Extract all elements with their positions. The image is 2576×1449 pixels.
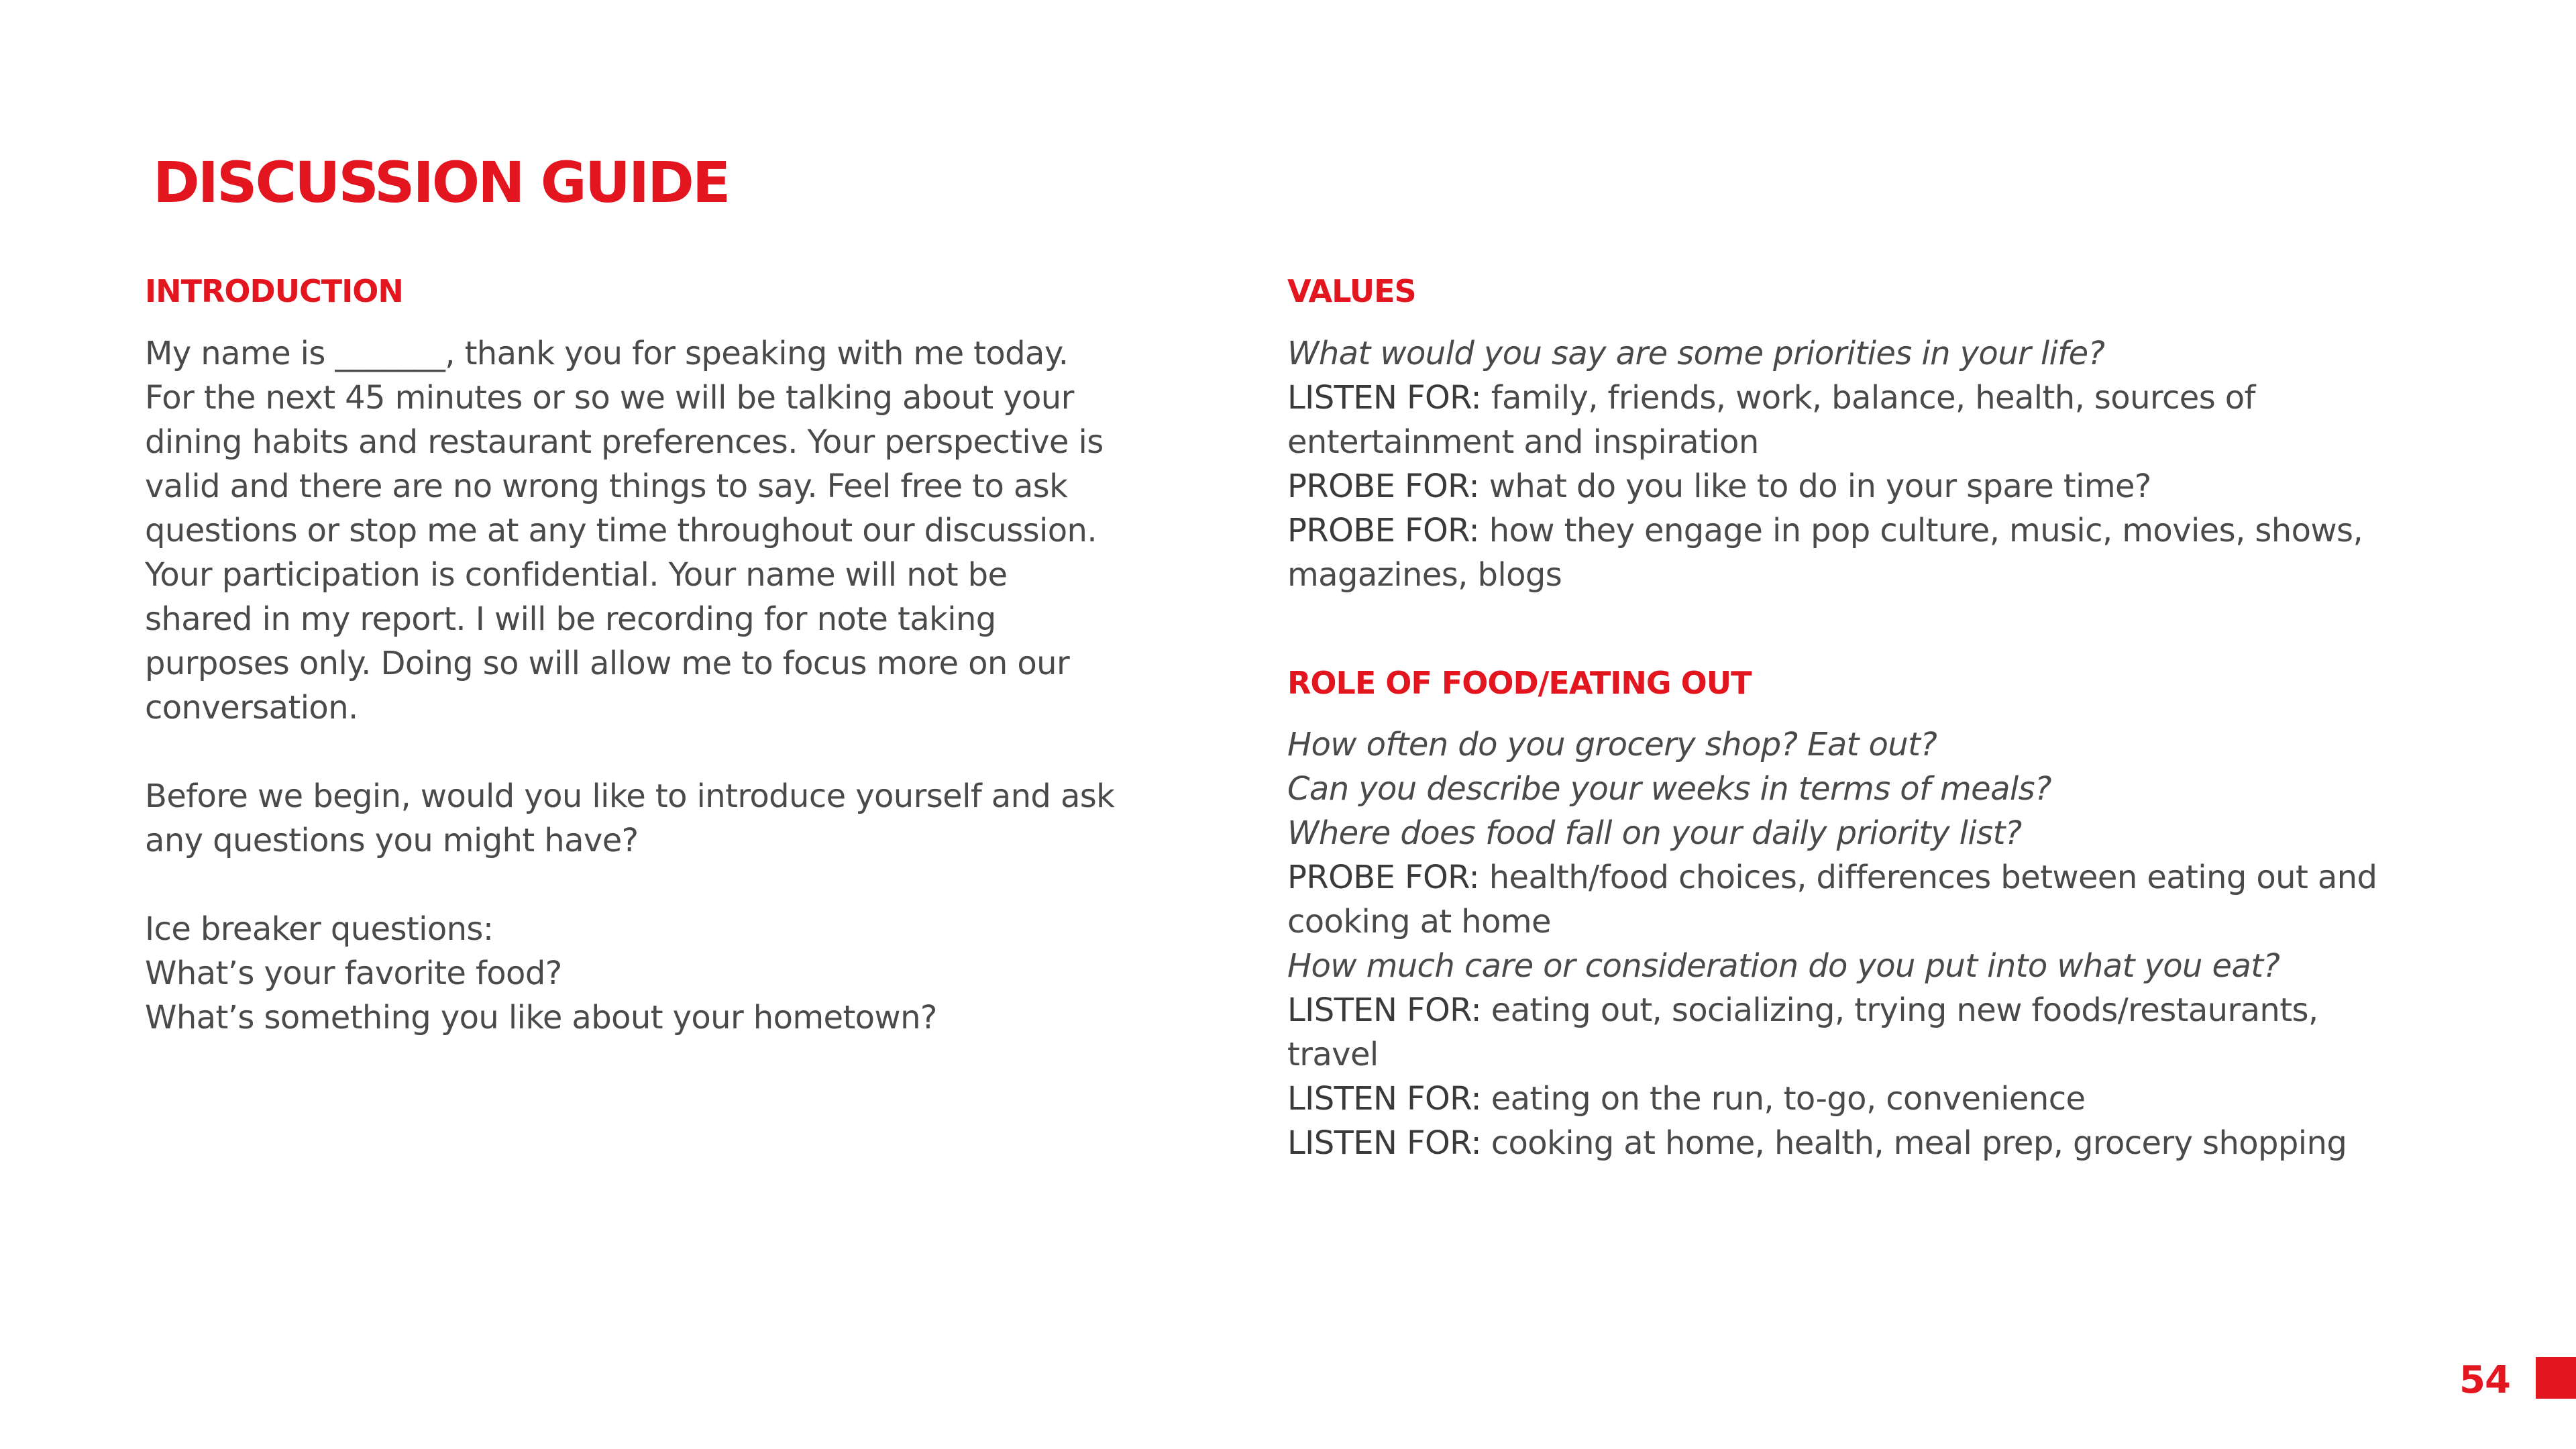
intro-line: purposes only. Doing so will allow me to focus more on our	[145, 645, 1070, 682]
intro-line: conversation.	[145, 689, 358, 727]
food-probe-continuation: cooking at home	[1287, 903, 1551, 941]
intro-line: dining habits and restaurant preferences. Your perspective is	[145, 423, 1104, 461]
food-probe-line	[1287, 855, 2377, 900]
red-square-marker	[2536, 1357, 2576, 1399]
food-listen-line	[1287, 988, 2377, 1032]
values-listen-continuation: entertainment and inspiration	[1287, 423, 1759, 461]
probe-for-label: PROBE FOR:	[1287, 468, 1480, 505]
values-probe-line	[1287, 508, 2363, 553]
intro-line: any questions you might have?	[145, 822, 639, 859]
listen-for-text: cooking at home, health, meal prep, grocery shopping	[1481, 1124, 2347, 1162]
food-question: Where does food fall on your daily priority list?	[1287, 814, 2022, 852]
listen-for-label: LISTEN FOR:	[1287, 1124, 1482, 1162]
introduction-heading: INTRODUCTION	[145, 273, 403, 309]
probe-for-text: what do you like to do in your spare time?	[1479, 468, 2151, 505]
probe-for-label: PROBE FOR:	[1287, 512, 1480, 549]
values-heading: VALUES	[1287, 273, 1416, 309]
listen-for-label: LISTEN FOR:	[1287, 991, 1482, 1029]
intro-line: Your participation is confidential. Your name will not be	[145, 556, 1008, 594]
intro-line: questions or stop me at any time throughout our discussion.	[145, 512, 1097, 549]
intro-line: valid and there are no wrong things to say. Feel free to ask	[145, 468, 1068, 505]
listen-for-text: eating on the run, to-go, convenience	[1481, 1080, 2086, 1118]
listen-for-text: eating out, socializing, trying new foods/restaurants,	[1481, 991, 2318, 1029]
probe-for-text: health/food choices, differences between eating out and	[1479, 859, 2377, 896]
food-question: Can you describe your weeks in terms of meals?	[1287, 770, 2051, 808]
intro-line: shared in my report. I will be recording for note taking	[145, 600, 996, 638]
paragraph-gap	[145, 863, 1114, 907]
intro-line: Before we begin, would you like to introduce yourself and ask	[145, 777, 1115, 815]
icebreaker-question: What’s something you like about your hometown?	[145, 999, 937, 1036]
food-listen-line	[1287, 1077, 2377, 1121]
values-probe-continuation: magazines, blogs	[1287, 556, 1562, 594]
listen-for-label: LISTEN FOR:	[1287, 1080, 1482, 1118]
introduction-body	[145, 331, 1114, 1040]
values-body	[1287, 331, 2363, 597]
paragraph-gap	[145, 730, 1114, 774]
icebreaker-question: What’s your favorite food?	[145, 955, 562, 992]
page-title: DISCUSSION GUIDE	[153, 150, 729, 215]
page-number: 54	[2459, 1358, 2510, 1402]
food-question: How much care or consideration do you put into what you eat?	[1287, 947, 2280, 985]
food-listen-line	[1287, 1121, 2377, 1165]
probe-for-text: how they engage in pop culture, music, movies, shows,	[1479, 512, 2363, 549]
values-question: What would you say are some priorities in your life?	[1287, 335, 2105, 372]
food-question: How often do you grocery shop? Eat out?	[1287, 726, 1937, 763]
values-probe-line	[1287, 464, 2363, 508]
icebreaker-label: Ice breaker questions:	[145, 910, 494, 948]
listen-for-label: LISTEN FOR:	[1287, 379, 1482, 417]
food-listen-continuation: travel	[1287, 1036, 1379, 1073]
listen-for-text: family, friends, work, balance, health, sources of	[1481, 379, 2255, 417]
intro-line: My name is _______, thank you for speaking with me today.	[145, 335, 1069, 372]
values-listen-line	[1287, 376, 2363, 420]
role-of-food-body	[1287, 722, 2377, 1165]
role-of-food-heading: ROLE OF FOOD/EATING OUT	[1287, 665, 1752, 701]
probe-for-label: PROBE FOR:	[1287, 859, 1480, 896]
intro-line: For the next 45 minutes or so we will be talking about your	[145, 379, 1074, 417]
